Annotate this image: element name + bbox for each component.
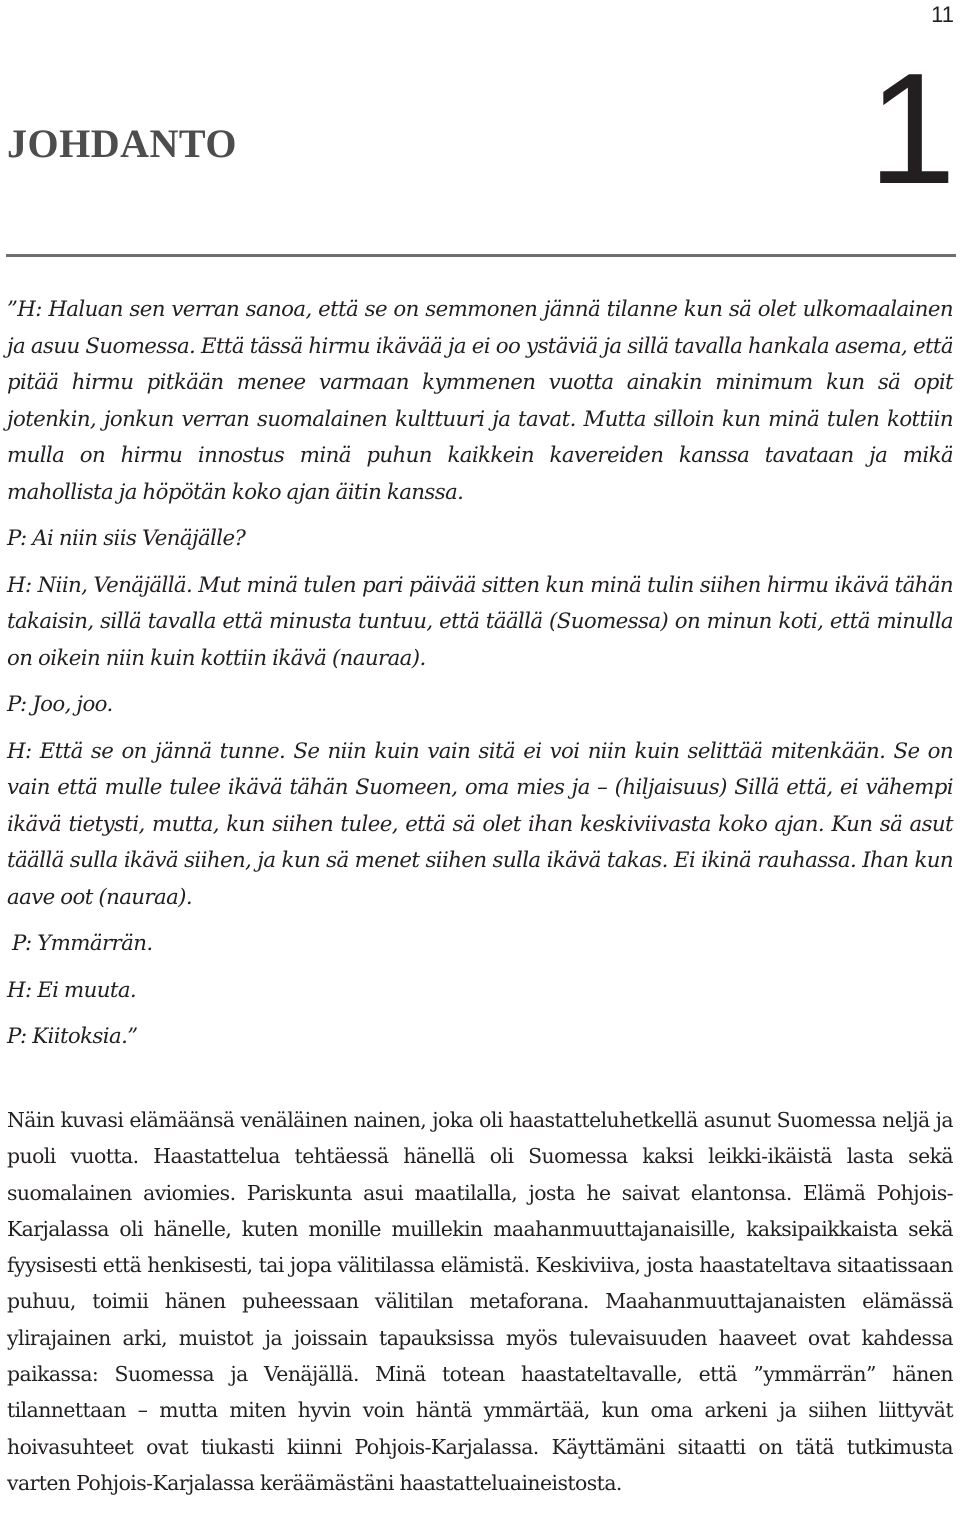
body-text <box>7 1102 953 1501</box>
chapter-title: JOHDANTO <box>7 121 237 166</box>
interview-excerpt <box>7 292 953 1066</box>
interview-line: ”H: Haluan sen verran sanoa, että se on semmonen jännä tilanne kun sä olet ulkomaalainen ja asuu Suomessa. Että tässä hirmu ikävää ja ei oo ystäviä ja sillä tavalla hankala asema, että pitää hirmu pitkään menee varmaan kymmenen vuotta ainakin minimum kun sä opit jotenkin, jonkun verran suomalainen kulttuuri ja tavat. Mutta silloin kun minä tulen kottiin mulla on hirmu innostus minä puhun kaikkein kavereiden kanssa tavataan ja mikä mahollista ja höpötän koko ajan äitin kanssa. <box>7 297 953 505</box>
body-paragraph: Näin kuvasi elämäänsä venäläinen nainen, joka oli haastatteluhetkellä asunut Suomessa neljä ja puoli vuotta. Haastattelua tehtäessä hänellä oli Suomessa kaksi leikki-ikäistä lasta sekä suomalainen aviomies. Pariskunta asui maatilalla, josta he saivat elantonsa. Elämä Pohjois-Karjalassa oli hänelle, kuten monille muillekin maahanmuuttajanaisille, kaksipaikkaista sekä fyysisesti että henkisesti, tai jopa välitilassa elämistä. Keskiviiva, josta haastateltava sitaatissaan puhuu, toimii hänen puheessaan välitilan metaforana. Maahanmuuttajanaisten elämässä ylirajainen arki, muistot ja joissain tapauksissa myös tulevaisuuden haaveet ovat kahdessa paikassa: Suomessa ja Venäjällä. Minä totean haastateltavalle, että ”ymmärrän” hänen tilannettaan – mutta miten hyvin voin häntä ymmärtää, kun oma arkeni ja siihen liittyvät hoivasuhteet ovat tiukasti kiinni Pohjois-Karjalassa. Käyttämäni sitaatti on tätä tutkimusta varten Pohjois-Karjalassa keräämästäni haastatteluaineistosta. <box>7 1108 953 1495</box>
interview-line: H: Että se on jännä tunne. Se niin kuin vain sitä ei voi niin kuin selittää mitenkään. Se on vain että mulle tulee ikävä tähän Suomeen, oma mies ja – (hiljaisuus) Sillä että, ei vähempi ikävä tietysti, mutta, kun siihen tulee, että sä olet ihan keskiviivasta koko ajan. Kun sä asut täällä sulla ikävä siihen, ja kun sä menet siihen sulla ikävä takas. Ei ikinä rauhassa. Ihan kun aave oot (nauraa). <box>7 738 953 910</box>
page-number: 11 <box>931 2 954 27</box>
interview-line: H: Ei muuta. <box>7 977 137 1003</box>
interview-line: H: Niin, Venäjällä. Mut minä tulen pari päivää sitten kun minä tulin siihen hirmu ikävä tähän takaisin, sillä tavalla että minusta tuntuu, että täällä (Suomessa) on minun koti, että minulla on oikein niin kuin kottiin ikävä (nauraa). <box>7 572 953 671</box>
chapter-divider <box>6 254 956 257</box>
interview-line: P: Joo, joo. <box>7 692 113 717</box>
chapter-number: 1 <box>868 41 956 217</box>
interview-line: P: Ymmärrän. <box>12 931 153 956</box>
interview-line: P: Ai niin siis Venäjälle? <box>7 526 246 551</box>
interview-line: P: Kiitoksia.” <box>7 1024 138 1049</box>
